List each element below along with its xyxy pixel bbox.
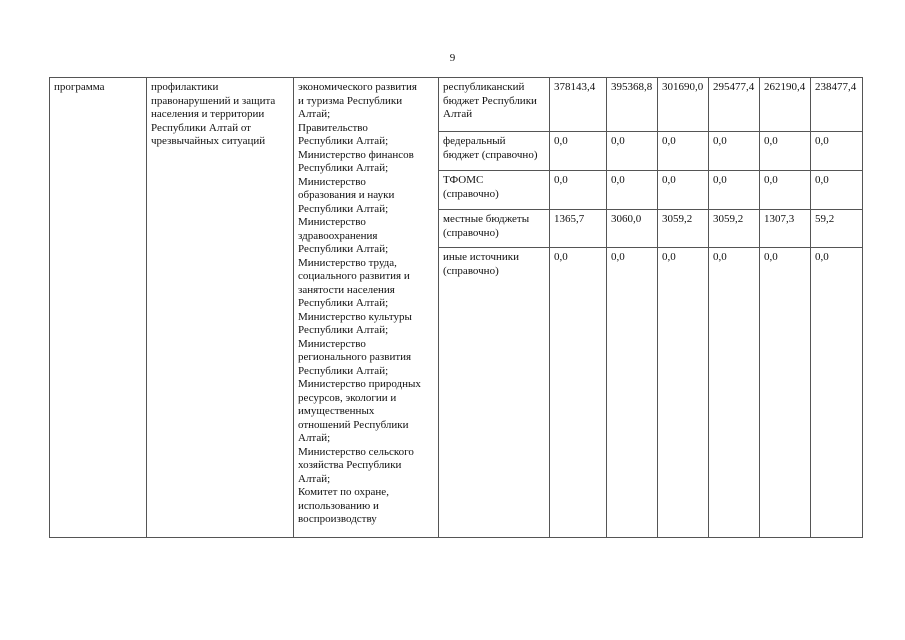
funding-source-cell: иные источники (справочно) [439, 248, 550, 538]
value-cell: 0,0 [811, 171, 863, 210]
page-number: 9 [449, 52, 456, 64]
value-cell: 3060,0 [607, 210, 658, 248]
table-row [50, 78, 863, 132]
value-cell: 0,0 [811, 132, 863, 171]
program-type-cell: программа [50, 78, 147, 538]
funding-source-cell: местные бюджеты (справочно) [439, 210, 550, 248]
value-cell: 0,0 [760, 248, 811, 538]
value-cell: 0,0 [709, 132, 760, 171]
value-cell: 3059,2 [658, 210, 709, 248]
value-cell: 0,0 [658, 171, 709, 210]
value-cell: 395368,8 [607, 78, 658, 132]
value-cell: 0,0 [607, 171, 658, 210]
value-cell: 0,0 [811, 248, 863, 538]
value-cell: 0,0 [550, 248, 607, 538]
value-cell: 378143,4 [550, 78, 607, 132]
value-cell: 1365,7 [550, 210, 607, 248]
value-cell: 238477,4 [811, 78, 863, 132]
value-cell: 0,0 [709, 171, 760, 210]
value-cell: 0,0 [760, 171, 811, 210]
value-cell: 59,2 [811, 210, 863, 248]
value-cell: 295477,4 [709, 78, 760, 132]
value-cell: 1307,3 [760, 210, 811, 248]
value-cell: 0,0 [607, 132, 658, 171]
value-cell: 262190,4 [760, 78, 811, 132]
funding-source-cell: ТФОМС (справочно) [439, 171, 550, 210]
value-cell: 0,0 [550, 132, 607, 171]
funding-source-cell: федеральный бюджет (справочно) [439, 132, 550, 171]
executors-cell: экономического развития и туризма Республики Алтай; Правительство Республики Алтай; Министерство финансов Республики Алтай; Министерство образования и науки Республики Алтай; Министерство здравоохранения Республики Алтай; Министерство труда, социального развития и занятости населения Республики Алтай; Министерство культуры Республики Алтай; Министерство регионального развития Республики Алтай; Министерство природных ресурсов, экологии и имущественных отношений Республики Алтай; Министерство сельского хозяйства Республики Алтай; Комитет по охране, использованию и воспроизводству [294, 78, 439, 538]
program-name-cell: профилактики правонарушений и защита населения и территории Республики Алтай от чрезвычайных ситуаций [147, 78, 294, 538]
value-cell: 0,0 [550, 171, 607, 210]
budget-table [49, 77, 863, 538]
value-cell: 0,0 [607, 248, 658, 538]
value-cell: 301690,0 [658, 78, 709, 132]
value-cell: 0,0 [658, 132, 709, 171]
value-cell: 3059,2 [709, 210, 760, 248]
funding-source-cell: республиканский бюджет Республики Алтай [439, 78, 550, 132]
value-cell: 0,0 [760, 132, 811, 171]
value-cell: 0,0 [709, 248, 760, 538]
value-cell: 0,0 [658, 248, 709, 538]
